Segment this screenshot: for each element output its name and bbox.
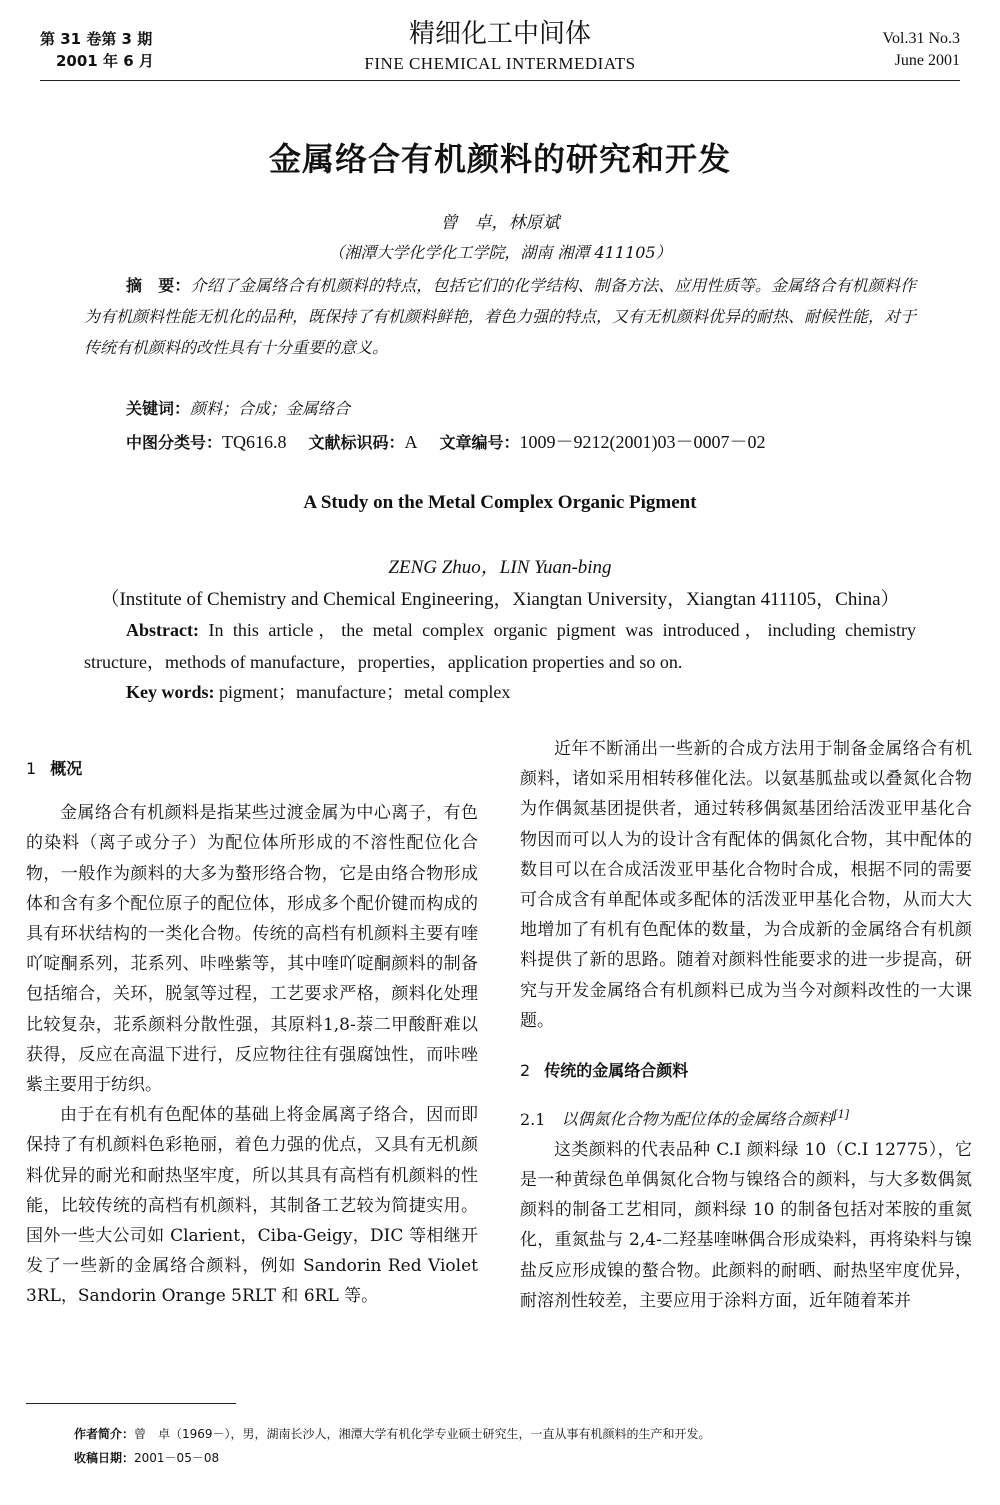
section-1-heading — [26, 754, 478, 784]
section-1-paragraph-1: 金属络合有机颜料是指某些过渡金属为中心离子，有色的染料（离子或分子）为配位体所形成的不溶性配位化合物，一般作为颜料的大多为螯形络合物，它是由络合物形成体和含有多个配位原子的配位体，形成多个配价键而构成的具有环状结构的一类化合物。传统的高档有机颜料主要有喹吖啶酮系列，苝系列、咔唑紫等，其中喹吖啶酮颜料的制备包括缩合，关环，脱氢等过程，工艺要求严格，颜料化处理比较复杂，苝系颜料分散性强，其原料1,8-萘二甲酸酐难以获得，反应在高温下进行，反应物往往有强腐蚀性，而咔唑紫主要用于纺织。 — [26, 803, 478, 1096]
subsection-2-1-number: 2.1 — [520, 1109, 546, 1129]
keywords-en — [126, 678, 510, 704]
abstract-cn — [84, 270, 916, 363]
footnote-author-label: 作者简介： — [74, 1427, 135, 1441]
section-1-title: 概况 — [50, 759, 83, 778]
reference-mark: [1] — [833, 1108, 850, 1122]
footnote-date-text: 2001－05－08 — [134, 1451, 220, 1465]
abstract-en-text: In this article，the metal complex organic pigment was introduced，including chemistry structure，methods of manufacture，properties，application properties and so on. — [84, 620, 916, 672]
footnote-date — [74, 1446, 219, 1470]
section-1-paragraph-3: 近年不断涌出一些新的合成方法用于制备金属络合有机颜料，诸如采用相转移催化法。以氨基胍盐或以叠氮化合物为作偶氮基团提供者，通过转移偶氮基团给活泼亚甲基化合物因而可以人为的设计含有配体的偶氮化合物，其中配体的数目可以在合成活泼亚甲基化合物时合成，根据不同的需要可合成含有单配体或多配体的活泼亚甲基化合物，从而大大地增加了有机有色配体的数量，为合成新的金属络合有机颜料提供了新的思路。随着对颜料性能要求的进一步提高，研究与开发金属络合有机颜料已成为当今对颜料改性的一大课题。 — [520, 739, 972, 1031]
doc-code-value: A — [404, 432, 418, 452]
section-1-number: 1 — [26, 759, 37, 778]
abstract-cn-label: 摘 要： — [126, 276, 191, 295]
doc-code-label: 文献标识码： — [308, 433, 405, 452]
header-rule — [40, 80, 960, 81]
keywords-cn-text: 颜料；合成；金属络合 — [190, 399, 351, 418]
clc-label: 中图分类号： — [126, 433, 223, 452]
paper-title-en: A Study on the Metal Complex Organic Pigment — [303, 492, 697, 513]
section-1-paragraph-2: 由于在有机有色配体的基础上将金属离子络合，因而即保持了有机颜料色彩艳丽，着色力强的优点，又具有无机颜料优异的耐光和耐热坚牢度，所以其具有高档有机颜料的性能，比较传统的高档有机颜料，其制备工艺较为简捷实用。国外一些大公司如 Clarient，Ciba-Geigy，DIC 等相继开发了一些新的金属络合颜料，例如 Sandorin Red Violet 3RL，Sandorin Orange 5RLT 和 6RL 等。 — [26, 1105, 478, 1307]
volume-issue-en: Vol.31 No.3 — [882, 30, 960, 47]
keywords-en-text: pigment；manufacture；metal complex — [214, 682, 511, 702]
article-number-label: 文章编号： — [439, 433, 520, 452]
paper-title: 金属络合有机颜料的研究和开发 — [268, 140, 731, 178]
classification-line — [126, 428, 784, 454]
date-en: June 2001 — [894, 52, 960, 69]
authors-en: ZENG Zhuo，LIN Yuan-bing — [388, 557, 612, 578]
section-2-number: 2 — [520, 1061, 531, 1081]
date-cn: 2001 年 6 月 — [56, 52, 154, 70]
journal-name-cn: 精细化工中间体 — [408, 19, 591, 49]
subsection-2-1-title: 以偶氮化合物为配位体的金属络合颜料 — [561, 1109, 834, 1129]
section-2-heading — [520, 1056, 972, 1086]
affiliation-cn: （湘潭大学化学化工学院，湖南 湘潭 411105） — [328, 243, 672, 262]
journal-masthead — [0, 16, 1000, 76]
keywords-cn-label: 关键词： — [126, 399, 191, 418]
abstract-cn-text: 介绍了金属络合有机颜料的特点，包括它们的化学结构、制备方法、应用性质等。金属络合有机颜料作为有机颜料性能无机化的品种，既保持了有机颜料鲜艳，着色力强的特点，又有无机颜料优异的耐热、耐候性能，对于传统有机颜料的改性具有十分重要的意义。 — [84, 276, 917, 357]
footnote-date-label: 收稿日期： — [74, 1451, 135, 1465]
journal-name-en: FINE CHEMICAL INTERMEDIATS — [364, 54, 636, 73]
body-column-left — [26, 734, 478, 1312]
footnote-author-text: 曾 卓（1969－），男，湖南长沙人，湘潭大学有机化学专业硕士研究生，一直从事有机颜料的生产和开发。 — [134, 1427, 711, 1441]
subsection-2-1-heading — [520, 1100, 972, 1135]
abstract-en — [84, 614, 916, 678]
section-2-title: 传统的金属络合颜料 — [544, 1061, 689, 1081]
clc-value: TQ616.8 — [222, 432, 287, 452]
article-number-value: 1009－9212(2001)03－0007－02 — [519, 432, 766, 452]
volume-issue-cn: 第 31 卷第 3 期 — [40, 30, 153, 48]
footnote-rule — [26, 1403, 236, 1404]
keywords-cn — [126, 396, 350, 419]
keywords-en-label: Key words: — [126, 682, 215, 702]
section-2-1-paragraph-1: 这类颜料的代表品种 C.I 颜料绿 10（C.I 12775），它是一种黄绿色单偶氮化合物与镍络合的颜料，与大多数偶氮颜料的制备工艺相同，颜料绿 10 的制备包括对苯胺的重氮化，重氮盐与 2,4-二羟基喹啉偶合形成染料，再将染料与镍盐反应形成镍的螯合物。此颜料的耐晒、耐热坚牢度优异，耐溶剂性较差，主要应用于涂料方面，近年随着苯并 — [520, 1139, 972, 1311]
affiliation-en: （Institute of Chemistry and Chemical Engineering，Xiangtan University，Xiangtan 411105，China） — [100, 589, 900, 610]
footnote-author — [74, 1422, 711, 1446]
authors-cn: 曾 卓，林原斌 — [440, 213, 560, 233]
body-column-right — [520, 734, 972, 1316]
header-right — [883, 28, 961, 72]
abstract-en-label: Abstract: — [126, 620, 199, 640]
